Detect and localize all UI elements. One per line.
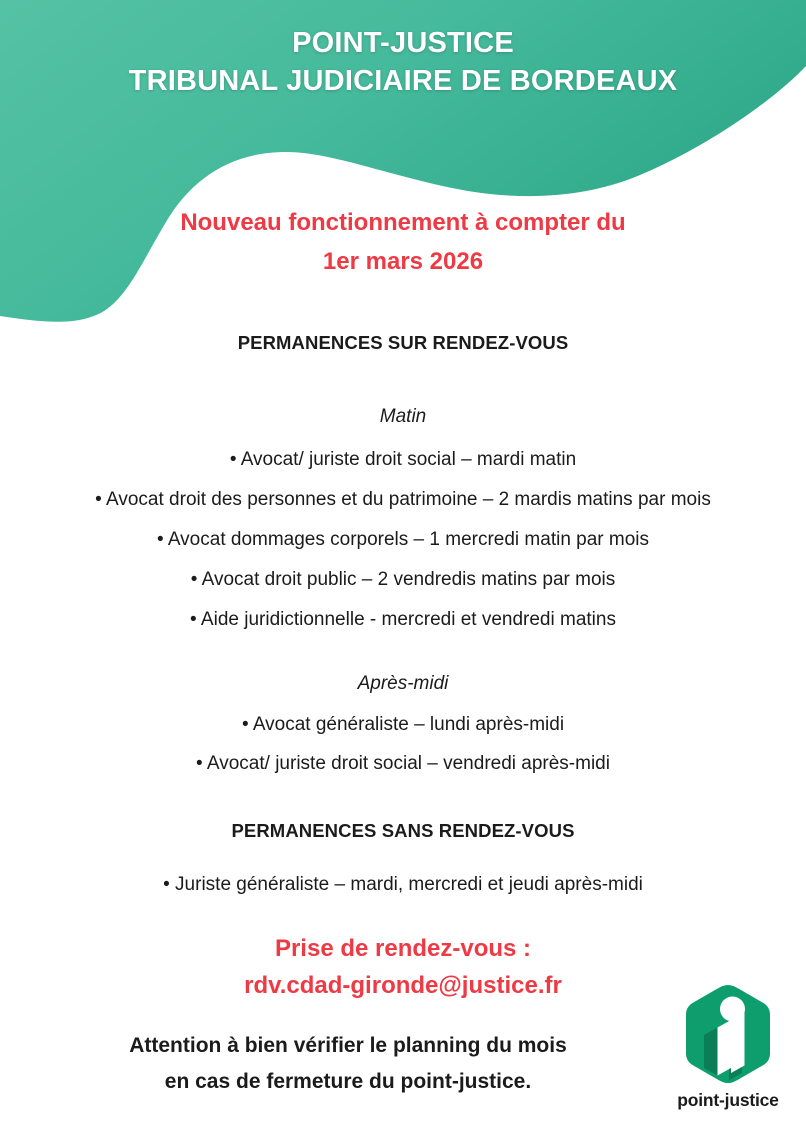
list-item: • Avocat/ juriste droit social – vendredi après-midi: [196, 753, 610, 774]
subheading-afternoon: Après-midi: [357, 673, 449, 694]
header-title-group: [0, 26, 806, 100]
list-item: • Avocat dommages corporels – 1 mercredi matin par mois: [156, 529, 650, 550]
list-item: • Avocat droit public – 2 vendredis matins par mois: [190, 569, 616, 590]
notice-line-1: Attention à bien vérifier le planning du mois: [129, 1034, 567, 1057]
list-item: • Avocat généraliste – lundi après-midi: [241, 714, 565, 735]
section-heading-appointments: PERMANENCES SUR RENDEZ-VOUS: [237, 332, 569, 353]
notice-line-2: en cas de fermeture du point-justice.: [164, 1070, 532, 1094]
contact-label: Prise de rendez-vous :: [274, 935, 532, 962]
list-walk-in-services: [0, 875, 806, 894]
announcement-line-2: 1er mars 2026: [322, 247, 484, 275]
point-justice-hexagon-i-logo-icon: [676, 982, 780, 1086]
main-content: [0, 332, 806, 1004]
list-afternoon-services: [0, 715, 806, 773]
subheading-morning: Matin: [379, 406, 427, 427]
contact-email[interactable]: rdv.cdad-gironde@justice.fr: [244, 972, 562, 1000]
section-heading-walk-in: PERMANENCES SANS RENDEZ-VOUS: [231, 820, 575, 841]
list-item: • Avocat/ juriste droit social – mardi matin: [229, 449, 577, 470]
list-morning-services: [0, 450, 806, 629]
announcement-block: [0, 204, 806, 282]
notice-block: [38, 1028, 658, 1100]
announcement-line-1: Nouveau fonctionnement à compter du: [180, 209, 626, 236]
page-title-line-1: POINT-JUSTICE: [292, 27, 514, 59]
list-item: • Juriste généraliste – mardi, mercredi et jeudi après-midi: [163, 874, 643, 895]
logo-wordmark: point-justice: [677, 1090, 779, 1110]
list-item: • Avocat droit des personnes et du patrimoine – 2 mardis matins par mois: [95, 489, 711, 510]
logo-block: [664, 982, 792, 1111]
list-item: • Aide juridictionnelle - mercredi et vendredi matins: [190, 609, 616, 630]
page-title-line-2: TRIBUNAL JUDICIAIRE DE BORDEAUX: [128, 65, 678, 98]
